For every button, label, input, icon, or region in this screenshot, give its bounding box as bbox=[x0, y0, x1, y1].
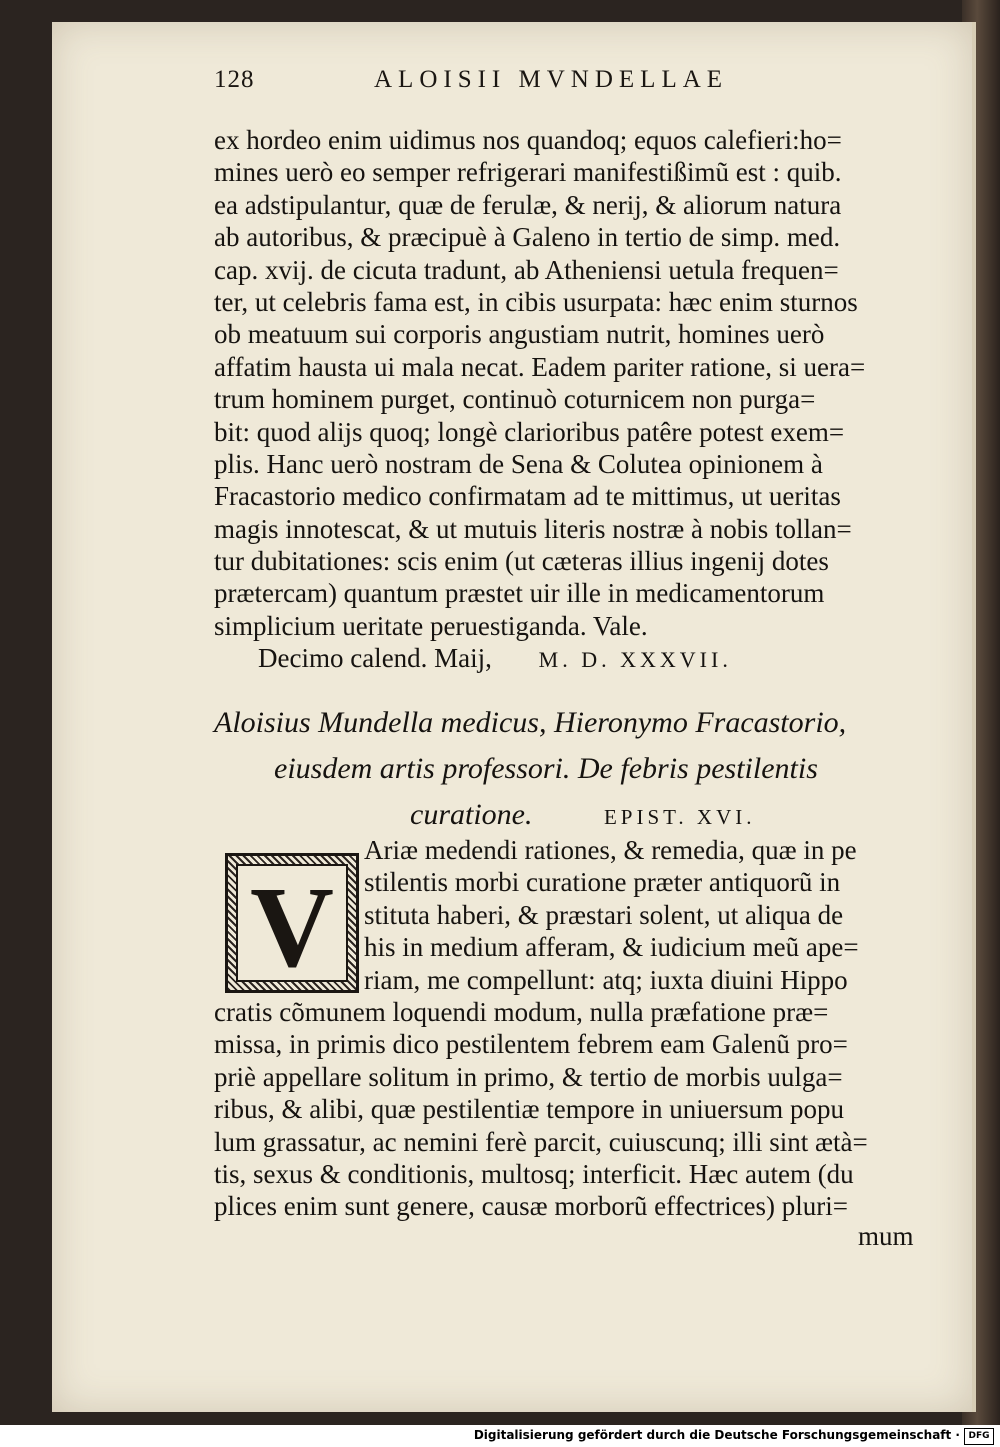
epistle-number: EPIST. XVI. bbox=[603, 805, 756, 829]
text-block-part2 bbox=[214, 834, 934, 1223]
text-line: trum hominem purget, continuò coturnicem non purga= bbox=[214, 384, 816, 415]
text-line: stilentis morbi curatione præter antiquorũ in bbox=[364, 867, 841, 898]
text-line: missa, in primis dico pestilentem febrem eam Galenũ pro= bbox=[214, 1029, 848, 1060]
text-line: ob meatuum sui corporis angustiam nutrit, homines uerò bbox=[214, 319, 825, 350]
text-line: stituta haberi, & præstari solent, ut aliqua de bbox=[364, 899, 844, 930]
text-line: affatim hausta ui mala necat. Eadem pariter ratione, si uera= bbox=[214, 351, 866, 382]
page-number: 128 bbox=[214, 66, 255, 93]
heading-line-1: Aloisius Mundella medicus, Hieronymo Fracastorio, bbox=[214, 706, 847, 739]
text-line: cratis cõmunem loquendi modum, nulla præfatione præ= bbox=[214, 996, 829, 1027]
heading-line-2: eiusdem artis professori. De febris pestilentis bbox=[274, 752, 818, 785]
text-line: mines uerò eo semper refrigerari manifestißimũ est : quib. bbox=[214, 157, 842, 188]
letter-heading bbox=[214, 700, 934, 840]
date-line bbox=[214, 642, 914, 674]
catchword: mum bbox=[858, 1221, 914, 1251]
text-line: plis. Hanc uerò nostram de Sena & Colutea opinionem à bbox=[214, 448, 823, 479]
text-block-part1 bbox=[214, 124, 914, 675]
text-line: lum grassatur, ac nemini ferè parcit, cuiuscunq; illi sint ætà= bbox=[214, 1126, 868, 1157]
running-title: ALOISII MVNDELLAE bbox=[374, 66, 729, 93]
dfg-logo: DFG bbox=[964, 1428, 994, 1445]
date-year: M. D. XXXVII. bbox=[538, 647, 732, 673]
text-line: magis innotescat, & ut mutuis literis nostræ à nobis tollan= bbox=[214, 513, 852, 544]
date-text: Decimo calend. Maij, bbox=[258, 643, 492, 674]
initial-letter: V bbox=[250, 864, 334, 992]
heading-line-3 bbox=[214, 792, 934, 840]
text-line: Fracastorio medico confirmatam ad te mittimus, ut ueritas bbox=[214, 481, 841, 512]
text-line: bit: quod alijs quoq; longè clarioribus patêre potest exem= bbox=[214, 416, 845, 447]
text-line: tis, sexus & conditionis, multosq; interficit. Hæc autem (du bbox=[214, 1158, 854, 1189]
footer-credit: Digitalisierung gefördert durch die Deutsche Forschungsgemeinschaft · bbox=[473, 1428, 960, 1442]
text-line: prætercam) quantum præstet uir ille in medicamentorum bbox=[214, 578, 825, 609]
heading-curatione: curatione. bbox=[410, 798, 533, 831]
text-line: Ariæ medendi rationes, & remedia, quæ in pe bbox=[364, 835, 857, 865]
text-line: ribus, & alibi, quæ pestilentiæ tempore in uniuersum popu bbox=[214, 1094, 844, 1125]
text-line: riam, me compellunt: atq; iuxta diuini Hippo bbox=[364, 964, 848, 995]
text-line: plices enim sunt genere, causæ morborũ effectrices) pluri= bbox=[214, 1191, 849, 1222]
text-line: his in medium afferam, & iudicium meũ ape= bbox=[364, 932, 859, 963]
text-line: ex hordeo enim uidimus nos quandoq; equos calefieri:ho= bbox=[214, 125, 842, 155]
text-line: ter, ut celebris fama est, in cibis usurpata: hæc enim sturnos bbox=[214, 286, 858, 317]
text-line: cap. xvij. de cicuta tradunt, ab Atheniensi uetula frequen= bbox=[214, 254, 839, 285]
text-line: priè appellare solitum in primo, & tertio de morbis uulga= bbox=[214, 1061, 843, 1092]
footer-bar bbox=[0, 1425, 1000, 1447]
text-line: tur dubitationes: scis enim (ut cæteras illius ingenij dotes bbox=[214, 546, 829, 577]
text-line: simplicium ueritate peruestiganda. Vale. bbox=[214, 610, 648, 641]
text-line: ea adstipulantur, quæ de ferulæ, & nerij, & aliorum natura bbox=[214, 189, 842, 220]
text-line: ab autoribus, & præcipuè à Galeno in tertio de simp. med. bbox=[214, 222, 841, 253]
